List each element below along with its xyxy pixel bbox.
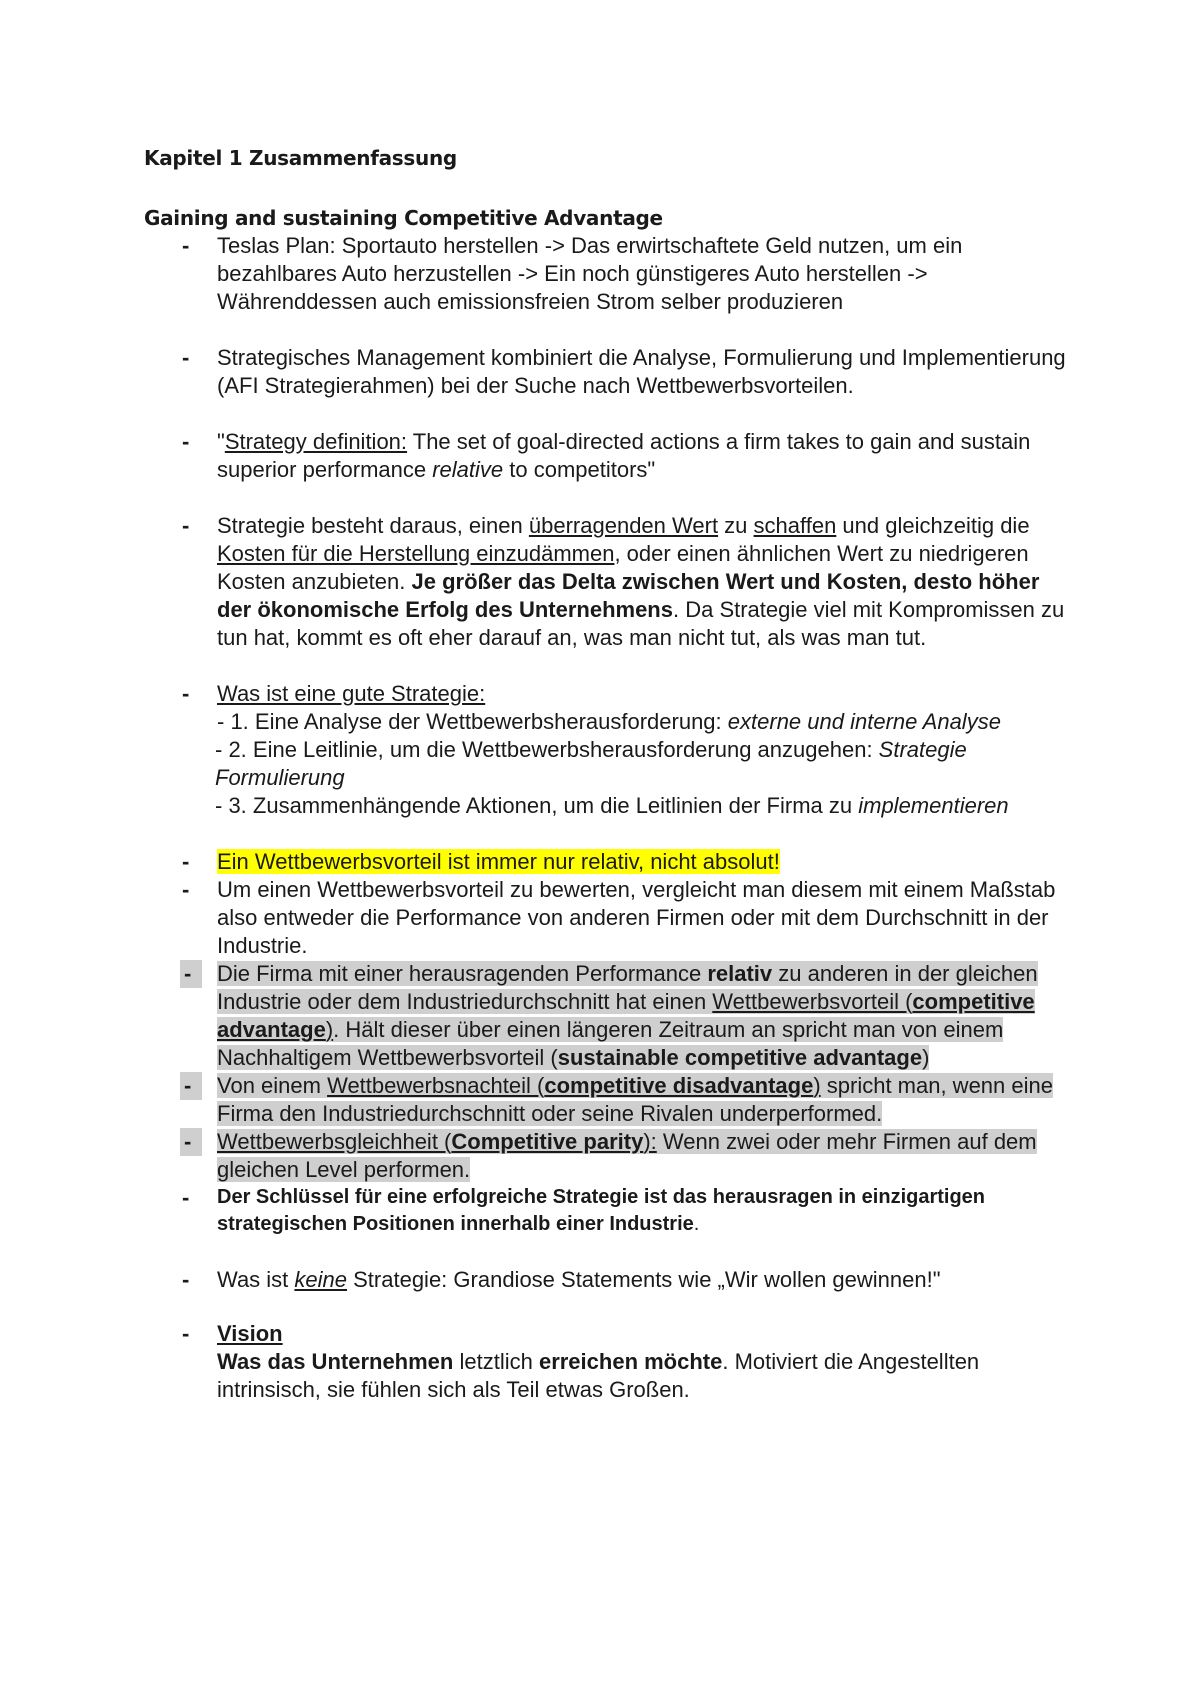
item-text: . Hält dieser über einen längeren Zeitraum an spricht man von einem Nachhaltigem Wettbewerbsvorteil ( <box>217 1017 1004 1070</box>
underlined-text: ): <box>643 1129 657 1154</box>
item-text: spricht man, wenn eine Firma den Industriedurchschnitt oder seine Rivalen underperformed. <box>217 1073 1053 1126</box>
bullet-dash: - <box>182 1321 190 1346</box>
sub-item-3 <box>215 792 1074 820</box>
item-text: und gleichzeitig die <box>836 513 1030 538</box>
item-text: zu anderen in der gleichen Industrie oder dem Industriedurchschnitt hat einen <box>217 961 1038 1014</box>
sub-item-1 <box>217 708 1074 736</box>
item-text: Die Firma mit einer herausragenden Performance <box>217 961 708 986</box>
item-text: Wenn zwei oder mehr Firmen auf dem gleichen Level performen. <box>217 1129 1037 1182</box>
item-text: ) <box>922 1045 930 1070</box>
term-competitive-advantage: competitive advantage <box>217 989 1035 1042</box>
item-text: - 3. Zusammenhängende Aktionen, um die Leitlinien der Firma zu <box>215 793 859 818</box>
bullet-dash: - <box>180 960 202 988</box>
definition-label: Strategy definition: <box>224 429 408 454</box>
list-item-no-strategy <box>144 1266 1074 1294</box>
emphasis-text: keine <box>294 1267 348 1292</box>
bold-text: Der Schlüssel für eine erfolgreiche Strategie ist das herausragen in einzigartigen strategischen Positionen innerhalb einer Industrie <box>217 1186 986 1235</box>
bullet-dash: - <box>182 849 190 874</box>
item-text: - 1. Eine Analyse der Wettbewerbsherausforderung: <box>217 709 728 734</box>
item-text: letztlich <box>453 1349 539 1374</box>
underlined-text: Kosten für die Herstellung einzudämmen <box>217 541 615 566</box>
bullet-dash: - <box>182 513 190 538</box>
list-item-measure <box>144 876 1074 960</box>
list-item-disadvantage <box>144 1072 1074 1128</box>
list-item-management <box>144 344 1074 400</box>
sub-item-2 <box>215 736 1074 792</box>
item-text: Um einen Wettbewerbsvorteil zu bewerten, vergleicht man diesem mit einem Maßstab also entweder die Performance von anderen Firmen oder mit dem Durchschnitt in der Industrie. <box>217 877 1056 958</box>
underlined-text: schaffen <box>753 513 837 538</box>
item-text: Von einem <box>217 1073 328 1098</box>
item-text: Strategie besteht daraus, einen <box>217 513 529 538</box>
item-text: The set of goal-directed actions a firm takes to gain and sustain superior performance <box>217 429 1031 482</box>
list-item-strategy <box>144 512 1074 652</box>
item-text: , oder einen ähnlichen Wert zu niedrigeren Kosten anzubieten. <box>217 541 1029 594</box>
underlined-text: ) <box>325 1017 334 1042</box>
list-item-relative <box>144 848 1074 876</box>
list-item-definition <box>144 428 1074 484</box>
term-competitive-parity: Competitive parity <box>451 1129 644 1154</box>
item-text: zu <box>718 513 754 538</box>
bold-text: Je größer das Delta zwischen Wert und Kosten, desto höher der ökonomische Erfolg des Unternehmens <box>217 569 1040 622</box>
bullet-dash: - <box>182 1267 190 1292</box>
highlighted-block <box>217 961 1038 1070</box>
vision-heading: Vision <box>217 1321 283 1346</box>
bullet-dash: - <box>182 429 190 454</box>
item-text: Strategie: Grandiose Statements wie „Wir wollen gewinnen!" <box>347 1267 941 1292</box>
list-item-parity <box>144 1128 1074 1184</box>
emphasis-text: externe und interne Analyse <box>727 709 1001 734</box>
item-text: Teslas Plan: Sportauto herstellen -> Das erwirtschaftete Geld nutzen, um ein bezahlbares Auto herzustellen -> Ein noch günstigeres Auto herstellen -> Währenddessen auch emissionsfreien Strom selber produzieren <box>217 233 963 314</box>
list-item-advantage <box>144 960 1074 1072</box>
underlined-text: Wettbewerbsnachteil ( <box>327 1073 545 1098</box>
document-title: Kapitel 1 Zusammenfassung <box>144 146 457 170</box>
item-text: Was ist <box>217 1267 295 1292</box>
bullet-dash: - <box>180 1072 202 1100</box>
item-text: Strategisches Management kombiniert die Analyse, Formulierung und Implementierung (AFI Strategierahmen) bei der Suche nach Wettbewerbsvorteilen. <box>217 345 1066 398</box>
highlighted-text: Ein Wettbewerbsvorteil ist immer nur relativ, nicht absolut! <box>217 849 780 874</box>
bullet-dash: - <box>182 877 190 902</box>
good-strategy-heading: Was ist eine gute Strategie: <box>217 681 486 706</box>
bold-text: Was das Unternehmen <box>217 1349 454 1374</box>
item-text: . Da Strategie viel mit Kompromissen zu tun hat, kommt es oft eher darauf an, was man nicht tut, als was man tut. <box>217 597 1065 650</box>
emphasis-text: Strategie Formulierung <box>215 737 967 790</box>
underlined-text: überragenden Wert <box>528 513 719 538</box>
emphasis-text: relative <box>432 457 504 482</box>
bullet-list <box>144 232 1074 1404</box>
term-sustainable-advantage: sustainable competitive advantage <box>557 1045 923 1070</box>
bullet-dash: - <box>182 233 190 258</box>
bullet-dash: - <box>182 681 190 706</box>
list-item-key <box>144 1184 1074 1238</box>
vision-text <box>217 1348 1074 1404</box>
underlined-text: Wettbewerbsgleichheit ( <box>217 1129 452 1154</box>
underlined-text: ) <box>813 1073 821 1098</box>
bullet-dash: - <box>182 1185 190 1210</box>
bold-text: erreichen möchte <box>538 1349 723 1374</box>
quote-mark: " <box>217 429 225 454</box>
list-item-good-strategy <box>144 680 1074 820</box>
bullet-dash: - <box>180 1128 202 1156</box>
item-text: to competitors" <box>503 457 656 482</box>
section-heading: Gaining and sustaining Competitive Advantage <box>144 206 663 230</box>
underlined-text: Wettbewerbsvorteil ( <box>712 989 913 1014</box>
bold-text: relativ <box>707 961 773 986</box>
bullet-dash: - <box>182 345 190 370</box>
list-item-vision <box>144 1320 1074 1404</box>
highlighted-block <box>217 1073 1053 1126</box>
item-text: - 2. Eine Leitlinie, um die Wettbewerbsherausforderung anzugehen: <box>215 737 879 762</box>
highlighted-block <box>217 1129 1037 1182</box>
term-competitive-disadvantage: competitive disadvantage <box>544 1073 814 1098</box>
item-text: . <box>693 1213 700 1235</box>
list-item-tesla <box>144 232 1074 316</box>
item-text: . Motiviert die Angestellten intrinsisch, sie fühlen sich als Teil etwas Großen. <box>217 1349 980 1402</box>
emphasis-text: implementieren <box>858 793 1009 818</box>
